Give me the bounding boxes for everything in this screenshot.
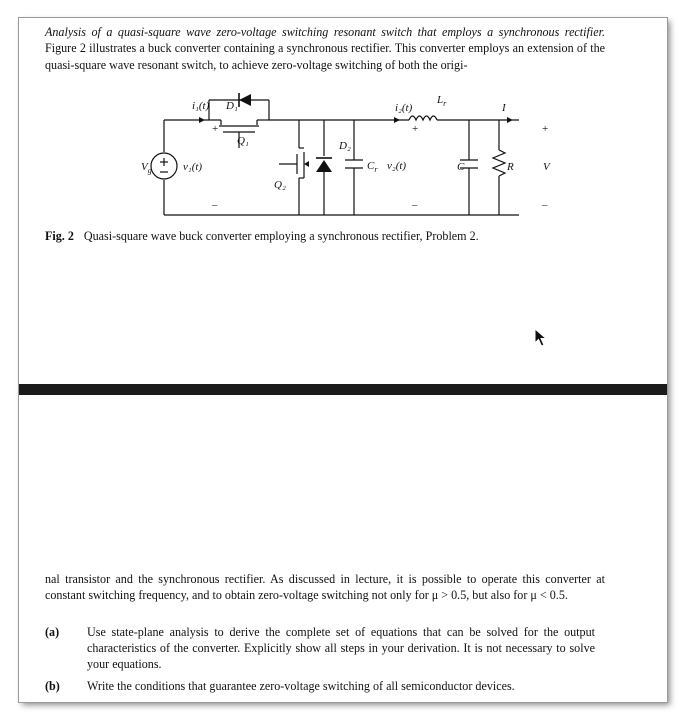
label-Cr-main: C xyxy=(367,160,375,172)
continuation-paragraph: nal transistor and the synchronous rectifier. As discussed in lecture, it is possible to operate this converter at constant switching frequency, and to obtain zero-voltage switching not only for μ > 0.5, but also for μ < 0.5. xyxy=(45,572,605,603)
label-Lr-sub: r xyxy=(443,99,447,108)
label-Vg xyxy=(141,161,152,175)
label-plus-2: + xyxy=(412,123,419,135)
page-break-divider xyxy=(19,384,667,395)
label-v1: v₁(t) xyxy=(183,161,203,173)
intro-paragraph xyxy=(45,24,605,73)
question-b-text: Write the conditions that guarantee zero-voltage switching of all semiconductor devices. xyxy=(87,679,515,693)
label-V: V xyxy=(543,161,550,173)
label-Vg-sub: g xyxy=(147,166,152,175)
label-D2: D₂ xyxy=(339,140,351,152)
label-I: I xyxy=(502,102,506,114)
label-minus-2: – xyxy=(412,199,418,211)
document-page xyxy=(19,18,667,702)
question-a-label: (a) xyxy=(45,625,60,639)
label-plus-3: + xyxy=(542,123,549,135)
label-i2: i₂(t) xyxy=(395,102,413,114)
label-Q2: Q₂ xyxy=(274,179,286,191)
question-a-text: Use state-plane analysis to derive the complete set of equations that can be solved for the output characteristics of the converter. Explicitly show all steps in your derivation. It is not necessary to solve your equations. xyxy=(87,625,595,671)
caption-text: Quasi-square wave buck converter employing a synchronous rectifier, Problem 2. xyxy=(83,229,479,243)
label-v2: v₂(t) xyxy=(387,160,407,172)
question-b-label: (b) xyxy=(45,679,60,693)
label-Lr-main: L xyxy=(437,94,444,106)
label-plus-1: + xyxy=(212,123,219,135)
intro-title: Analysis of a quasi-square wave zero-voltage switching resonant switch that employs a synchronous rectifier. xyxy=(45,25,605,39)
label-Q1: Q₁ xyxy=(237,135,249,147)
circuit-figure xyxy=(119,90,559,220)
label-R: R xyxy=(507,161,514,173)
figure-caption xyxy=(45,229,479,244)
label-Vg-main: V xyxy=(141,161,148,173)
label-Lr xyxy=(436,94,447,108)
label-C: C xyxy=(457,161,465,173)
label-D1: D₁ xyxy=(226,100,238,112)
label-i1: i₁(t) xyxy=(192,100,210,112)
circuit-diagram xyxy=(119,90,559,220)
caption-label: Fig. 2 xyxy=(45,229,74,243)
label-minus-1: – xyxy=(212,199,218,211)
intro-body: Figure 2 illustrates a buck converter containing a synchronous rectifier. This converter employs an extension of the quasi-square wave resonant switch, to achieve zero-voltage switching of both the origi- xyxy=(45,41,605,72)
label-Cr-sub: r xyxy=(374,165,378,174)
label-Cr xyxy=(367,160,378,174)
label-minus-3: – xyxy=(542,199,548,211)
mouse-cursor-icon xyxy=(534,328,548,348)
